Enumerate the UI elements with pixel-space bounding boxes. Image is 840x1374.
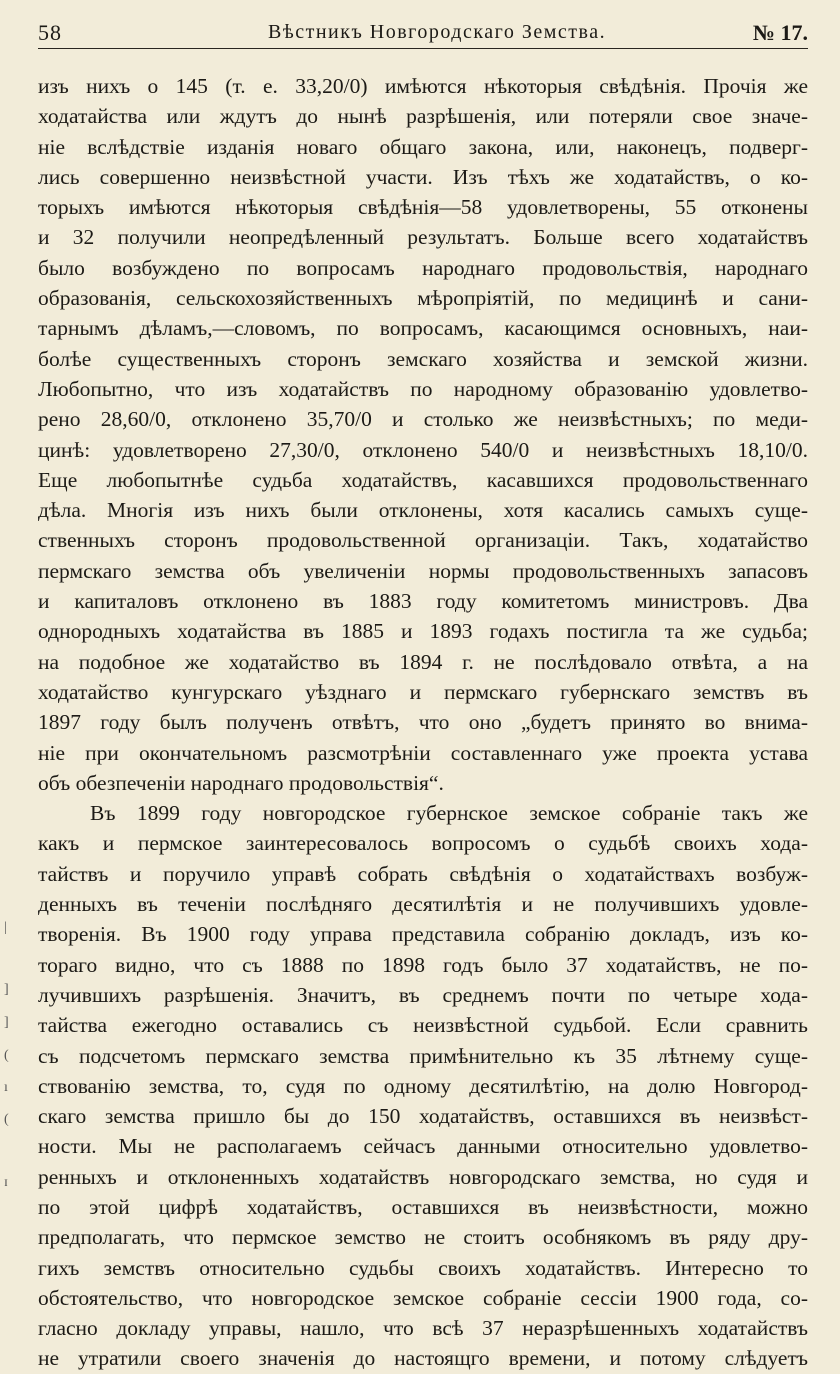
text-line: ренныхъ и отклоненныхъ ходатайствъ новгородскаго земства, но судя и xyxy=(38,1164,808,1189)
body-text xyxy=(38,71,808,1374)
text-line: дѣла. Многія изъ нихъ были отклонены, хотя касались самыхъ суще- xyxy=(38,498,808,523)
text-line: лучившихъ разрѣшенія. Значитъ, въ среднемъ почти по четыре хода- xyxy=(38,982,808,1007)
paragraph xyxy=(38,798,808,1374)
text-line: тайствъ и поручило управѣ собрать свѣдѣнія о ходатайствахъ возбуж- xyxy=(38,861,808,886)
margin-mark: ɪ xyxy=(4,1175,8,1190)
text-line: какъ и пермское заинтересовалось вопросомъ о судьбѣ своихъ хода- xyxy=(38,831,808,856)
paragraph xyxy=(38,71,808,798)
margin-mark: | xyxy=(4,920,7,935)
text-line: ніе вслѣдствіе изданія новаго общаго закона, или, наконецъ, подверг- xyxy=(38,134,808,159)
text-line: лись совершенно неизвѣстной участи. Изъ тѣхъ же ходатайствъ, о ко- xyxy=(38,164,808,189)
text-line: гласно докладу управы, нашло, что всѣ 37 неразрѣшенныхъ ходатайствъ xyxy=(38,1316,808,1341)
text-line: тораго видно, что съ 1888 по 1898 годъ было 37 ходатайствъ, не по- xyxy=(38,952,808,977)
text-line: обстоятельство, что новгородское земское собраніе сессіи 1900 года, со- xyxy=(38,1285,808,1310)
text-line: тарнымъ дѣламъ,—словомъ, по вопросамъ, касающимся основныхъ, наи- xyxy=(38,316,808,341)
text-line: образованія, сельскохозяйственныхъ мѣропріятій, по медицинѣ и сани- xyxy=(38,286,808,311)
text-line: ходатайства или ждутъ до нынѣ разрѣшенія, или потеряли свое значе- xyxy=(38,104,808,129)
text-line: ственныхъ сторонъ продовольственной организаціи. Такъ, ходатайство xyxy=(38,528,808,553)
text-line: ніе при окончательномъ разсмотрѣніи составленнаго уже проекта устава xyxy=(38,740,808,765)
margin-mark: ( xyxy=(4,1112,9,1127)
page-number: 58 xyxy=(38,20,62,45)
issue-number: № 17. xyxy=(752,20,808,45)
text-line: объ обезпеченіи народнаго продовольствія“. xyxy=(38,770,444,795)
text-line: и капиталовъ отклонено въ 1883 году комитетомъ министровъ. Два xyxy=(38,589,808,614)
text-line: пермскаго земства объ увеличеніи нормы продовольственныхъ запасовъ xyxy=(38,558,808,583)
text-line: и 32 получили неопредѣленный результатъ. Больше всего ходатайствъ xyxy=(38,225,808,250)
text-line: на подобное же ходатайство въ 1894 г. не послѣдовало отвѣта, а на xyxy=(38,649,808,674)
text-line: было возбуждено по вопросамъ народнаго продовольствія, народнаго xyxy=(38,255,808,280)
text-line: гихъ земствъ относительно судьбы своихъ ходатайствъ. Интересно то xyxy=(38,1255,808,1280)
text-line: однородныхъ ходатайства въ 1885 и 1893 годахъ постигла та же судьба; xyxy=(38,619,808,644)
journal-title: Вѣстникъ Новгородскаго Земства. xyxy=(268,21,607,43)
margin-mark: ] xyxy=(4,1015,9,1030)
text-line: ности. Мы не располагаемъ сейчасъ данными относительно удовлетво- xyxy=(38,1134,808,1159)
text-line: Любопытно, что изъ ходатайствъ по народному образованію удовлетво- xyxy=(38,376,808,401)
text-line: денныхъ въ теченіи послѣдняго десятилѣтія и не получившихъ удовле- xyxy=(38,892,808,917)
text-line: изъ нихъ о 145 (т. е. 33,20/0) имѣются нѣкоторыя свѣдѣнія. Прочія же xyxy=(38,74,808,98)
text-line: не утратили своего значенія до настоящго времени, и потому слѣдуетъ xyxy=(38,1346,808,1371)
text-line: 1897 году былъ полученъ отвѣтъ, что оно „будетъ принято во внима- xyxy=(38,710,808,735)
text-line: скаго земства пришло бы до 150 ходатайствъ, оставшихся въ неизвѣст- xyxy=(38,1104,808,1129)
text-line: предполагать, что пермское земство не стоитъ особнякомъ въ ряду дру- xyxy=(38,1225,808,1250)
margin-mark: ı xyxy=(4,1080,8,1095)
text-line: творенія. Въ 1900 году управа представила собранію докладъ, изъ ко- xyxy=(38,922,808,947)
text-line: Въ 1899 году новгородское губернское земское собраніе такъ же xyxy=(90,801,808,826)
text-line: тайства ежегодно оставались съ неизвѣстной судьбой. Если сравнить xyxy=(38,1013,808,1038)
text-line: съ подсчетомъ пермскаго земства примѣнительно къ 35 лѣтнему суще- xyxy=(38,1043,808,1068)
margin-mark: ( xyxy=(4,1048,9,1063)
text-line: Еще любопытнѣе судьба ходатайствъ, касавшихся продовольственнаго xyxy=(38,467,808,492)
text-line: ходатайство кунгурскаго уѣзднаго и пермскаго губернскаго земствъ въ xyxy=(38,679,808,704)
text-line: торыхъ имѣются нѣкоторыя свѣдѣнія—58 удовлетворены, 55 отконены xyxy=(38,195,808,220)
text-line: болѣе существенныхъ сторонъ земскаго хозяйства и земской жизни. xyxy=(38,346,808,371)
text-line: цинѣ: удовлетворено 27,30/0, отклонено 540/0 и неизвѣстныхъ 18,10/0. xyxy=(38,437,808,462)
text-line: рено 28,60/0, отклонено 35,70/0 и столько же неизвѣстныхъ; по меди- xyxy=(38,407,808,432)
running-header xyxy=(38,18,808,49)
text-line: по этой цифрѣ ходатайствъ, оставшихся въ неизвѣстности, можно xyxy=(38,1194,808,1219)
margin-mark: ] xyxy=(4,982,9,997)
text-line: ствованію земства, то, судя по одному десятилѣтію, на долю Новгород- xyxy=(38,1073,808,1098)
